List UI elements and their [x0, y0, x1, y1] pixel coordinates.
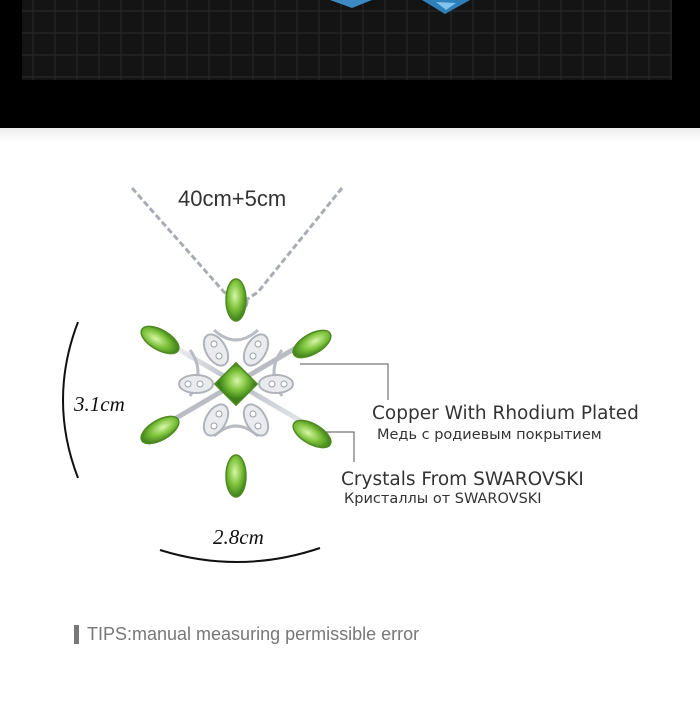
green-crystals: [137, 279, 335, 497]
chain-length-label: 40cm+5cm: [178, 186, 287, 211]
callout-line-metal: [300, 364, 388, 400]
crystal-callout: Crystals From SWAROVSKI: [341, 469, 584, 490]
crystal-callout-ru: Кристаллы от SWAROVSKI: [344, 491, 542, 507]
material-callout: Copper With Rhodium Plated: [372, 403, 639, 424]
material-callout-ru: Медь с родиевым покрытием: [377, 427, 602, 443]
width-measure-arc: [160, 548, 320, 562]
pendant-width-label: 2.8cm: [213, 525, 264, 549]
callout-line-crystal: [326, 432, 354, 462]
tips-note: [74, 624, 419, 645]
tips-text: TIPS:manual measuring permissible error: [87, 624, 420, 644]
pendant-height-label: 3.1cm: [74, 392, 125, 416]
tips-marker: [74, 625, 79, 644]
